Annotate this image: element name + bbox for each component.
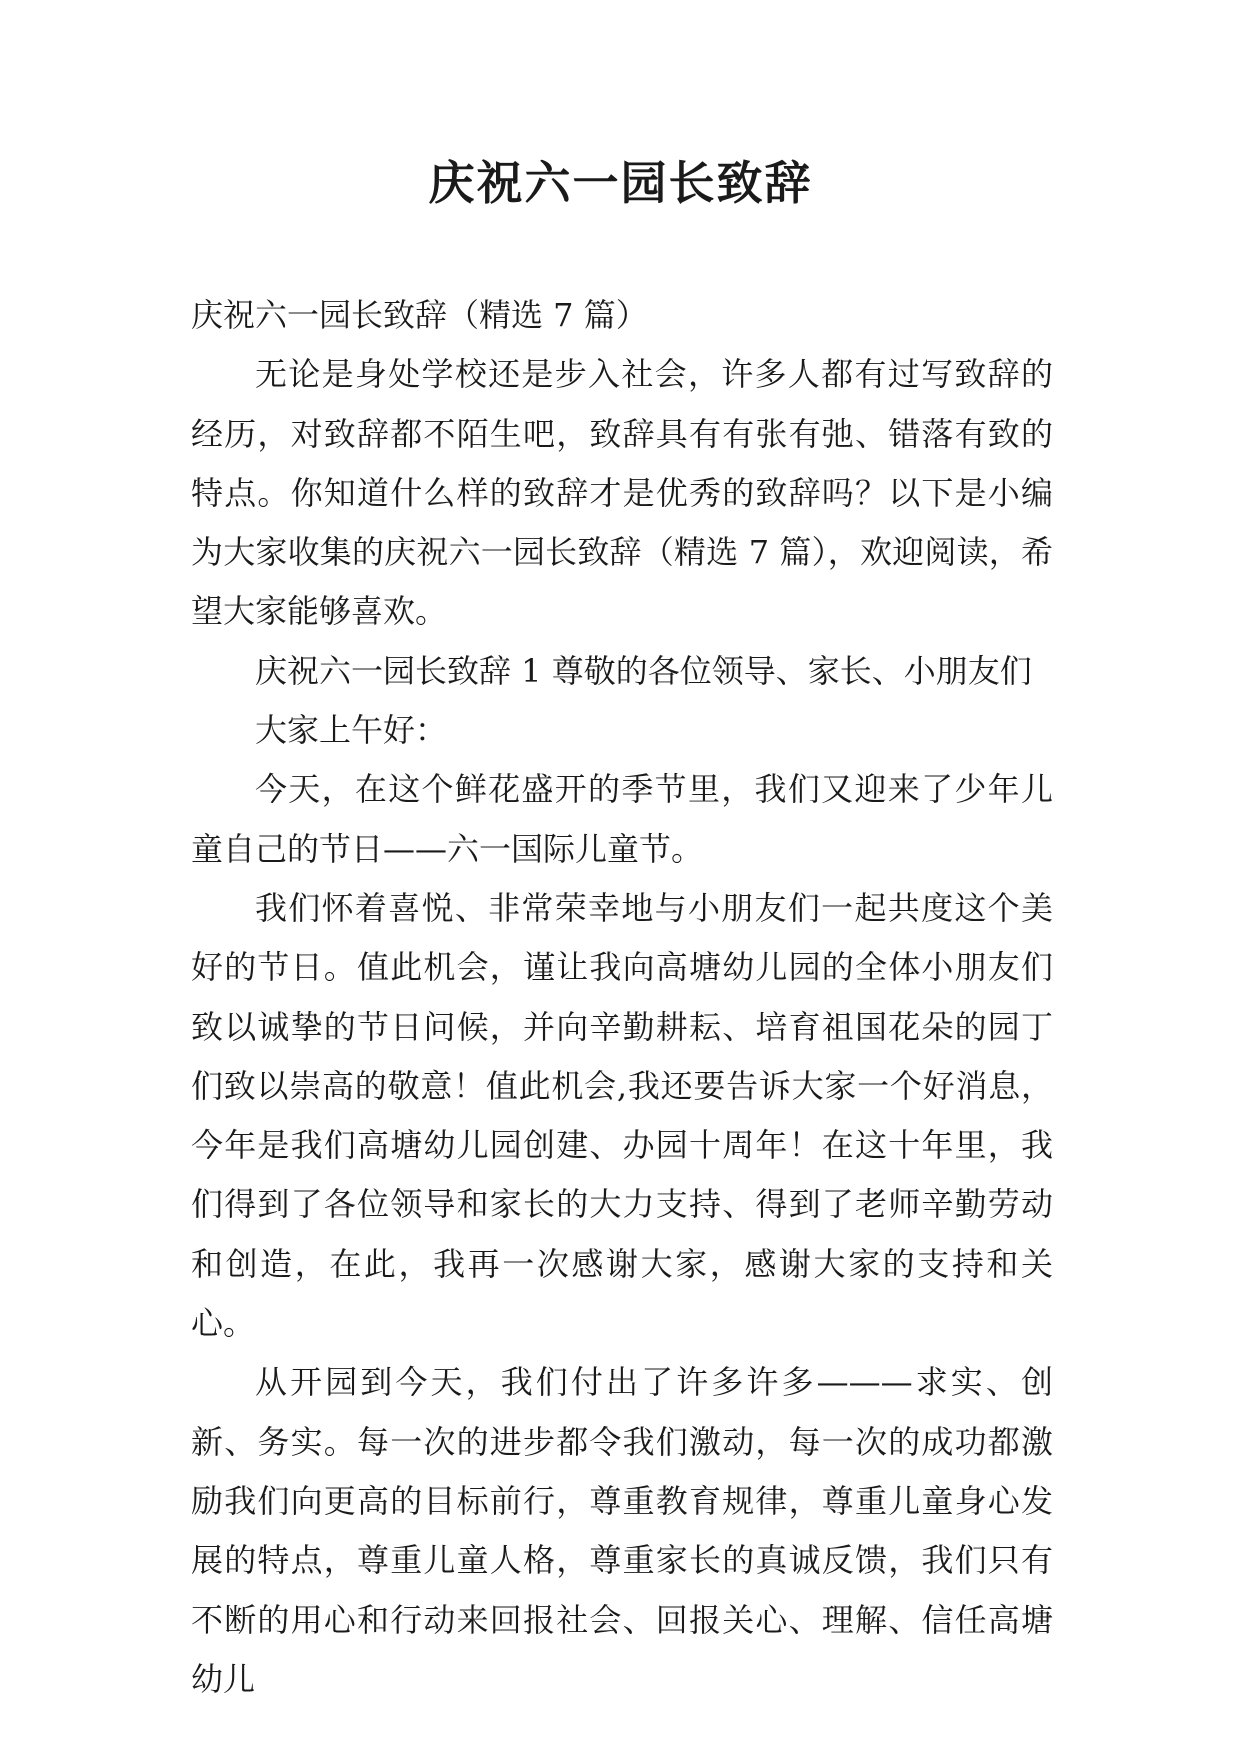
paragraph-greeting: 大家上午好：: [255, 711, 448, 750]
paragraph-subtitle: 庆祝六一园长致辞（精选 7 篇）: [191, 296, 648, 334]
paragraph-salutation: 庆祝六一园长致辞 1 尊敬的各位领导、家长、小朋友们: [255, 651, 1032, 690]
paragraph-history: 从开园到今天，我们付出了许多许多———求实、创新、务实。每一次的进步都令我们激动，每一次的成功都激励我们向更高的目标前行，尊重教育规律，尊重儿童身心发展的特点，尊重儿童人格，尊重家长的真诚反馈，我们只有不断的用心和行动来回报社会、回报关心、理解、信任高塘幼儿: [191, 1363, 1053, 1698]
document-title: 庆祝六一园长致辞: [428, 156, 813, 210]
document-body: [191, 286, 1053, 1709]
paragraph-intro: 无论是身处学校还是步入社会，许多人都有过写致辞的经历，对致辞都不陌生吧，致辞具有有张有弛、错落有致的特点。你知道什么样的致辞才是优秀的致辞吗？以下是小编为大家收集的庆祝六一园长致辞（精选 7 篇），欢迎阅读，希望大家能够喜欢。: [191, 355, 1053, 631]
paragraph-celebration: 我们怀着喜悦、非常荣幸地与小朋友们一起共度这个美好的节日。值此机会，谨让我向高塘幼儿园的全体小朋友们致以诚挚的节日问候，并向辛勤耕耘、培育祖国花朵的园丁们致以崇高的敬意！值此机会,我还要告诉大家一个好消息，今年是我们高塘幼儿园创建、办园十周年！在这十年里，我们得到了各位领导和家长的大力支持、得到了老师辛勤劳动和创造，在此，我再一次感谢大家，感谢大家的支持和关心。: [191, 888, 1053, 1343]
paragraph-today: 今天，在这个鲜花盛开的季节里，我们又迎来了少年儿童自己的节日——六一国际儿童节。: [191, 770, 1053, 868]
